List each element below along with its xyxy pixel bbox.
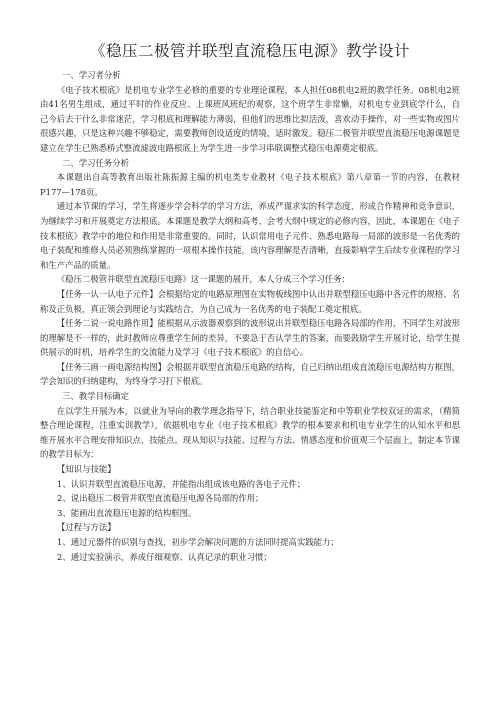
list-item: 2、说出稳压二极管并联型直流稳压电源各局部的作用； [57,493,264,504]
paragraph: 通过本节课的学习，学生将逐步学会科学的学习方法，养成严谨求实的科学态度，形成合作精神和竞争意识，为继续学习和开展奠定方法根底。本课题是教学大纲和高考、会考大纲中规定的必修内容，因此，本课题在《电子技术根底》教学中的地位和作用是非常重要的。同时，认识常用电子元件、熟悉电路每一局部的波形是一名优秀的电子装配和维修人员必须熟练掌握的一项根本操作技能，该内容理解是否清晰，直接影响学生后续专业课程的学习和生产产品的质量。 [40,201,460,270]
section-heading-teaching-goals: 三、教学目标确定 [62,391,129,402]
paragraph: 本课题出自高等教育出版社陈振源主编的机电类专业教材《电子技术根底》第八章第一节的内容，在教材P177—178页。 [40,172,460,197]
paragraph: 《电子技术根底》是机电专业学生必修的重要的专业理论课程，本人担任08机电2班的教学任务。08机电2班由41名男生组成，通过平时的作业反应、上课班风班纪的观察，这个班学生非常懒，对机电专业到底学什么，自己今后去干什么非常迷茫，学习根底和理解能力薄弱，但他们的思维比拟活泼，喜欢动手操作，对一些实物或图片很感兴趣，只是这种兴趣不够稳定，需要教师创设适度的情境，适时激发。稳压二极管并联型直流稳压电源课题是建立在学生已熟悉桥式整流滤波电路根底上为学生进一步学习串联调整式稳压电源奠定根底。 [40,84,460,153]
list-item: 3、能画出直流稳压电源的结构框图。 [57,507,197,518]
paragraph: 《稳压二极管并联型直流稳压电路》这一课题的展开，本人分成三个学习任务： [56,274,350,285]
paragraph-task-3: 【任务三画一画电源结构图】会根据并联型直流稳压电路的结构，自己归纳出组成直流稳压电源结构方框图，学会知识的归纳建构，为终身学习打下根底。 [40,361,460,387]
section-heading-task-analysis: 二、学习任务分析 [62,157,129,168]
list-item: 2、通过实验演示，养成仔细观察、认真记录的职业习惯； [57,551,272,562]
document-title: 《稳压二极管并联型直流稳压电源》教学设计 [89,42,410,60]
subheading-process-methods: 【过程与方法】 [57,522,116,533]
paragraph-task-2: 【任务二说一说电路作用】能根据从示波器观察到的波形说出并联型稳压电路各局部的作用，不同学生对波形的理解是不一样的，此时教师应尊重学生间的差异，不要急于否认学生的答案，而要鼓励学生开展讨论，给学生提供展示的时机，培养学生的交流能力及学习《电子技术根底》的自信心。 [40,318,460,358]
paragraph: 在以学生开展为本，以就业为导向的教学理念指导下，结合职业技能鉴定和中等职业学校双证的需求，（精简整合理论课程，注重实训教学），依据机电专业《电子技术根底》教学的根本要求和机电专业学生的认知水平和思维开展水平合理安排知识点、技能点。现从知识与技能、过程与方法、情感态度和价值观三个层面上，制定本节课的教学目标为： [40,405,460,460]
section-heading-learner-analysis: 一、学习者分析 [62,70,121,80]
subheading-knowledge-skills: 【知识与技能】 [57,464,116,475]
list-item: 1、认识并联型直流稳压电源，并能指出组成该电路的各电子元件； [57,478,306,489]
paragraph-task-1: 【任务一认一认电子元件】会根据给定的电路原理图在实物板线图中认出并联型稳压电路中各元件的规格、名称及正负极，真正领会到理论与实践结合，为自己成为一名优秀的电子装配工奠定根底。 [40,288,460,314]
list-item: 1、通过元器件的识别与查找，初步学会解决问题的方法同时提高实践能力； [57,537,339,547]
